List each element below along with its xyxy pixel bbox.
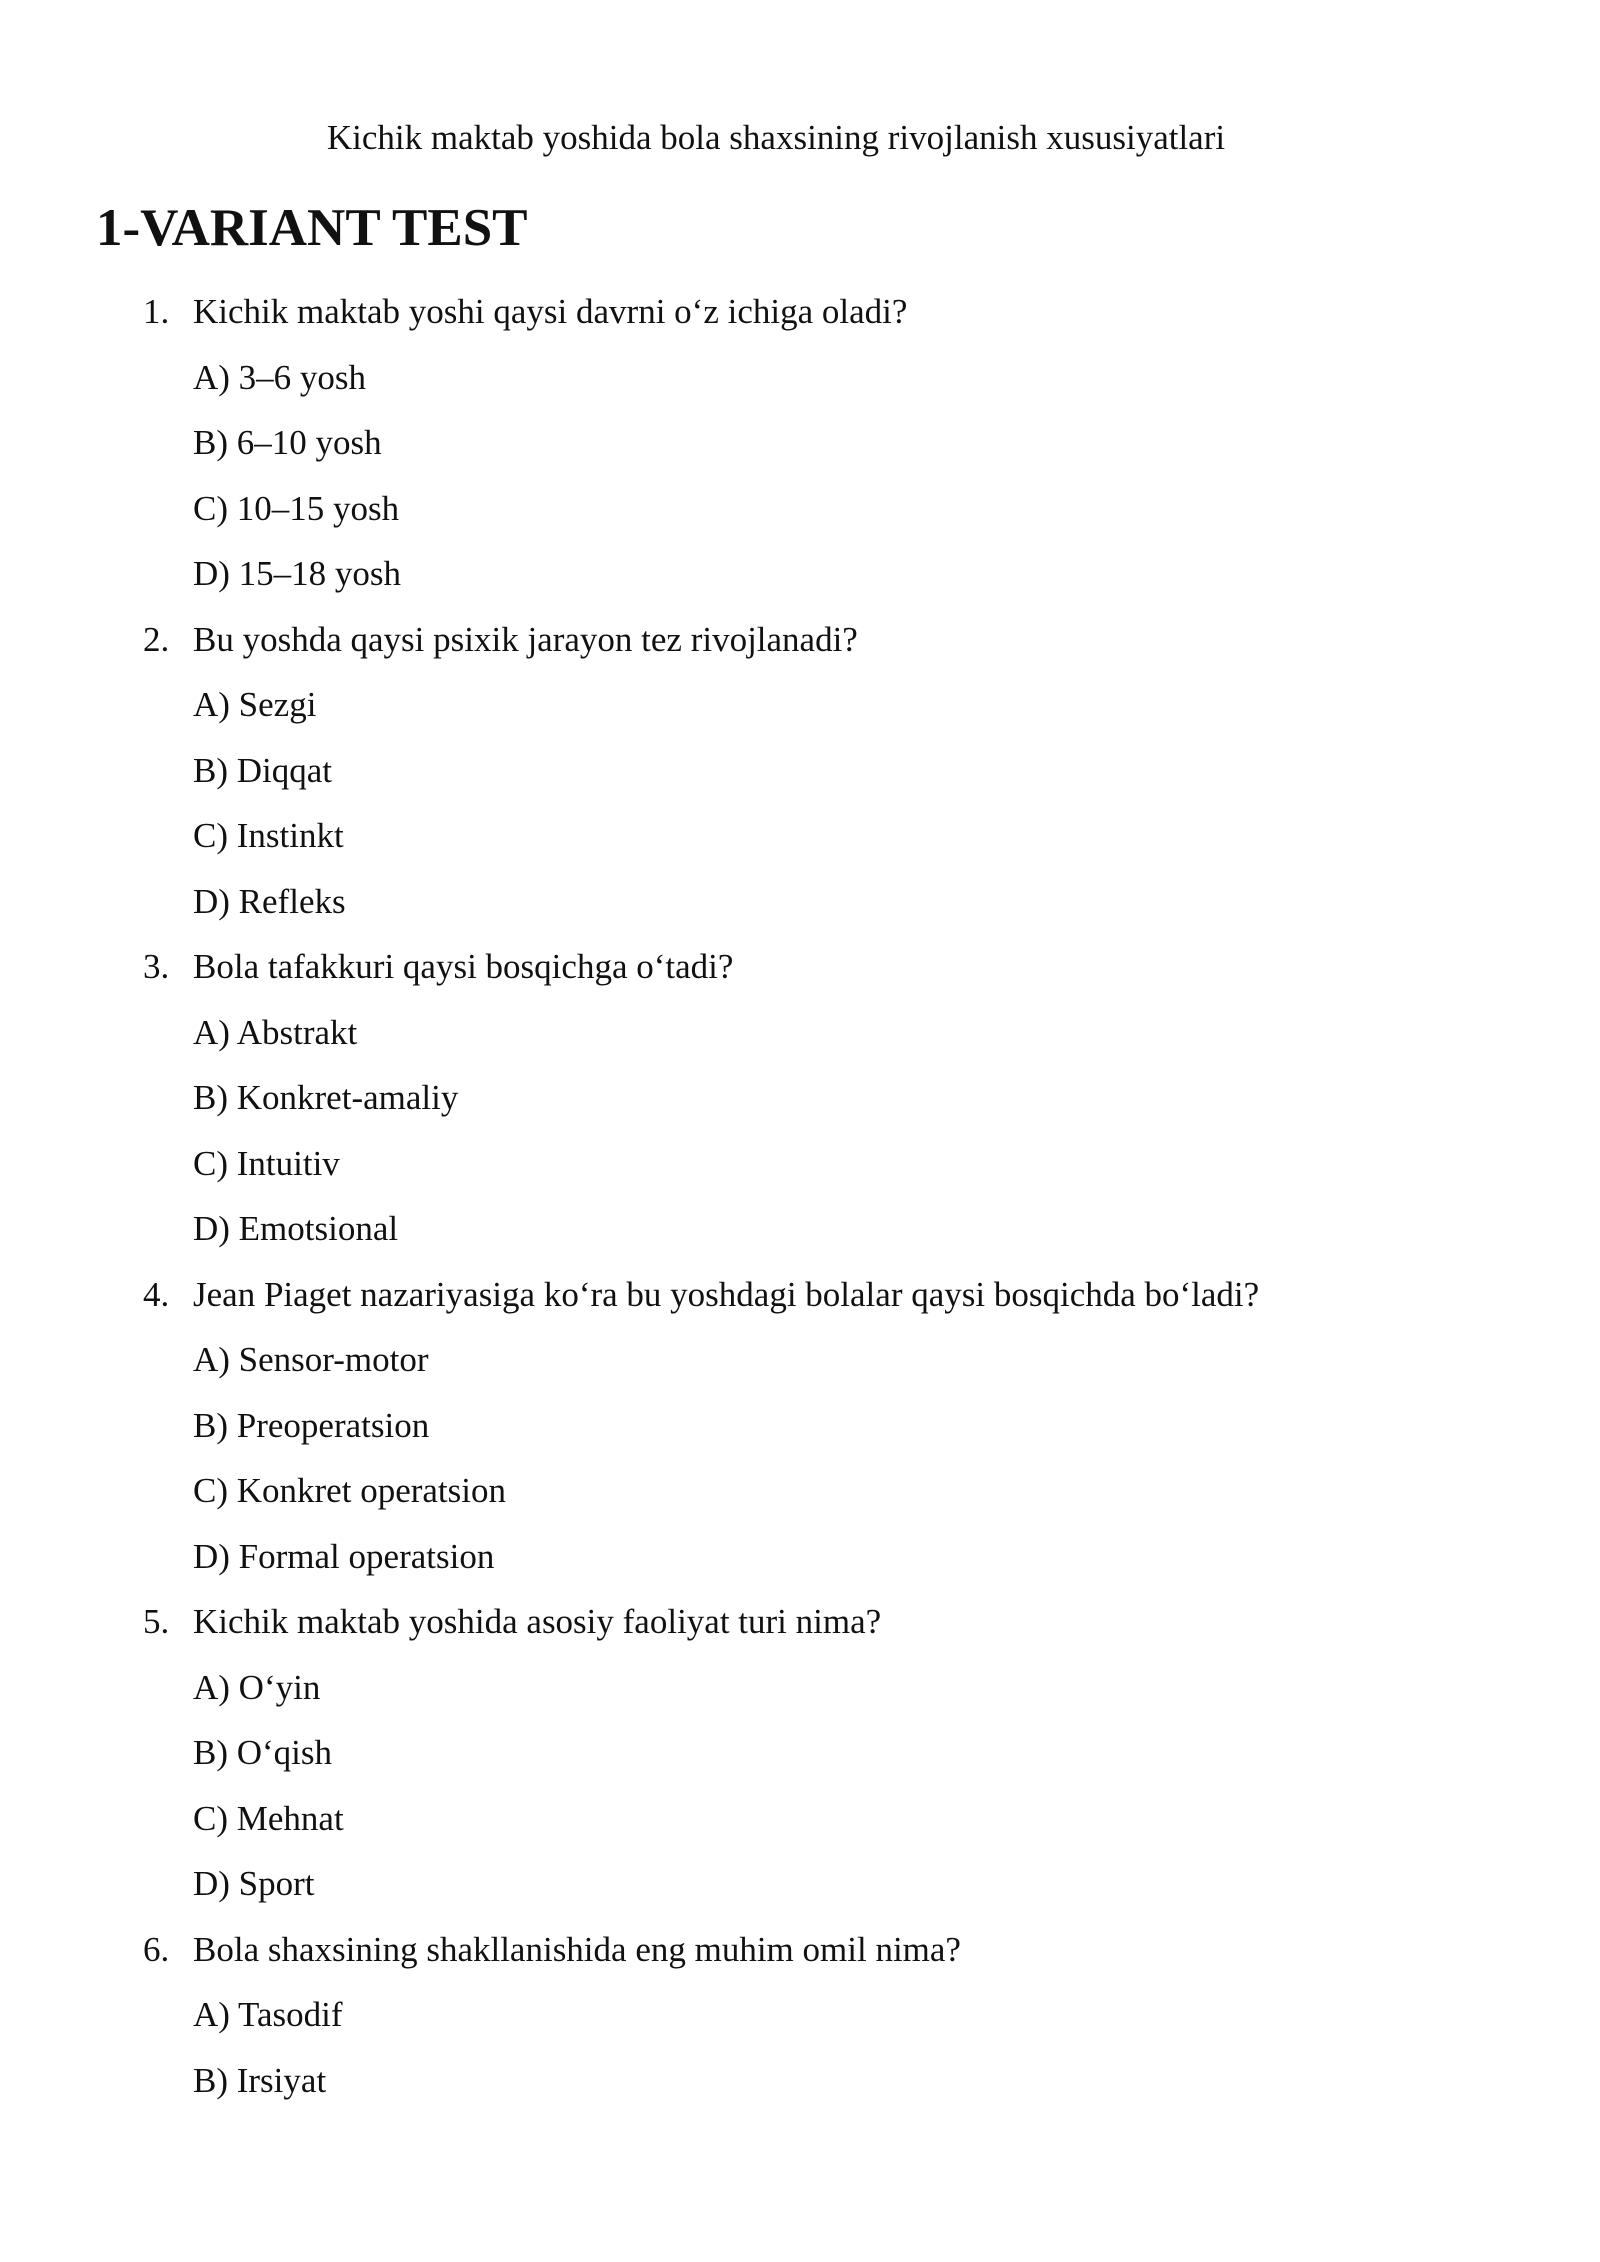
question-text: Bu yoshda qaysi psixik jarayon tez rivojlanadi?: [193, 619, 858, 659]
question-text: Bola shaxsining shakllanishida eng muhim omil nima?: [193, 1929, 961, 1969]
answer-option: B) Preoperatsion: [193, 1405, 430, 1445]
document-heading: 1-VARIANT TEST: [96, 199, 528, 257]
answer-option: A) Sensor-motor: [193, 1340, 429, 1379]
answer-option: D) 15–18 yosh: [193, 554, 402, 593]
question-number: 6.: [143, 1929, 170, 1969]
answer-option: A) Tasodif: [193, 1995, 343, 2034]
answer-option: D) Formal operatsion: [193, 1536, 495, 1576]
question-5: [0, 1598, 1600, 1926]
question-3: [0, 943, 1600, 1271]
answer-option: B) Diqqat: [193, 750, 333, 790]
document-subtitle: Kichik maktab yoshida bola shaxsining rivojlanish xususiyatlari: [326, 118, 1226, 157]
answer-option: A) Sezgi: [193, 685, 317, 724]
answer-option: B) O‘qish: [193, 1733, 333, 1772]
question-6: [0, 1926, 1600, 2123]
answer-option: D) Emotsional: [193, 1209, 399, 1248]
question-list: [0, 288, 1600, 2122]
answer-option: A) 3–6 yosh: [193, 357, 367, 397]
question-number: 5.: [143, 1602, 170, 1641]
question-number: 1.: [143, 292, 170, 331]
question-text: Kichik maktab yoshida asosiy faoliyat turi nima?: [193, 1602, 882, 1641]
question-4: [0, 1271, 1600, 1599]
answer-option: C) Konkret operatsion: [193, 1471, 506, 1510]
question-text: Jean Piaget nazariyasiga ko‘ra bu yoshdagi bolalar qaysi bosqichda bo‘ladi?: [193, 1274, 1260, 1314]
answer-option: D) Refleks: [193, 881, 346, 921]
answer-option: B) 6–10 yosh: [193, 423, 382, 462]
answer-option: D) Sport: [193, 1864, 315, 1903]
answer-option: B) Konkret-amaliy: [193, 1078, 459, 1117]
answer-option: C) Intuitiv: [193, 1143, 340, 1183]
answer-option: C) Instinkt: [193, 816, 344, 855]
question-text: Bola tafakkuri qaysi bosqichga o‘tadi?: [193, 947, 734, 986]
question-number: 3.: [143, 947, 170, 986]
answer-option: B) Irsiyat: [193, 2060, 327, 2100]
answer-option: C) Mehnat: [193, 1798, 344, 1838]
question-text: Kichik maktab yoshi qaysi davrni o‘z ichiga oladi?: [193, 292, 908, 331]
answer-option: A) Abstrakt: [193, 1012, 358, 1052]
question-number: 2.: [143, 619, 170, 659]
question-1: [0, 288, 1600, 616]
question-2: [0, 616, 1600, 944]
question-number: 4.: [143, 1274, 170, 1314]
answer-option: C) 10–15 yosh: [193, 488, 400, 528]
answer-option: A) O‘yin: [193, 1667, 321, 1707]
